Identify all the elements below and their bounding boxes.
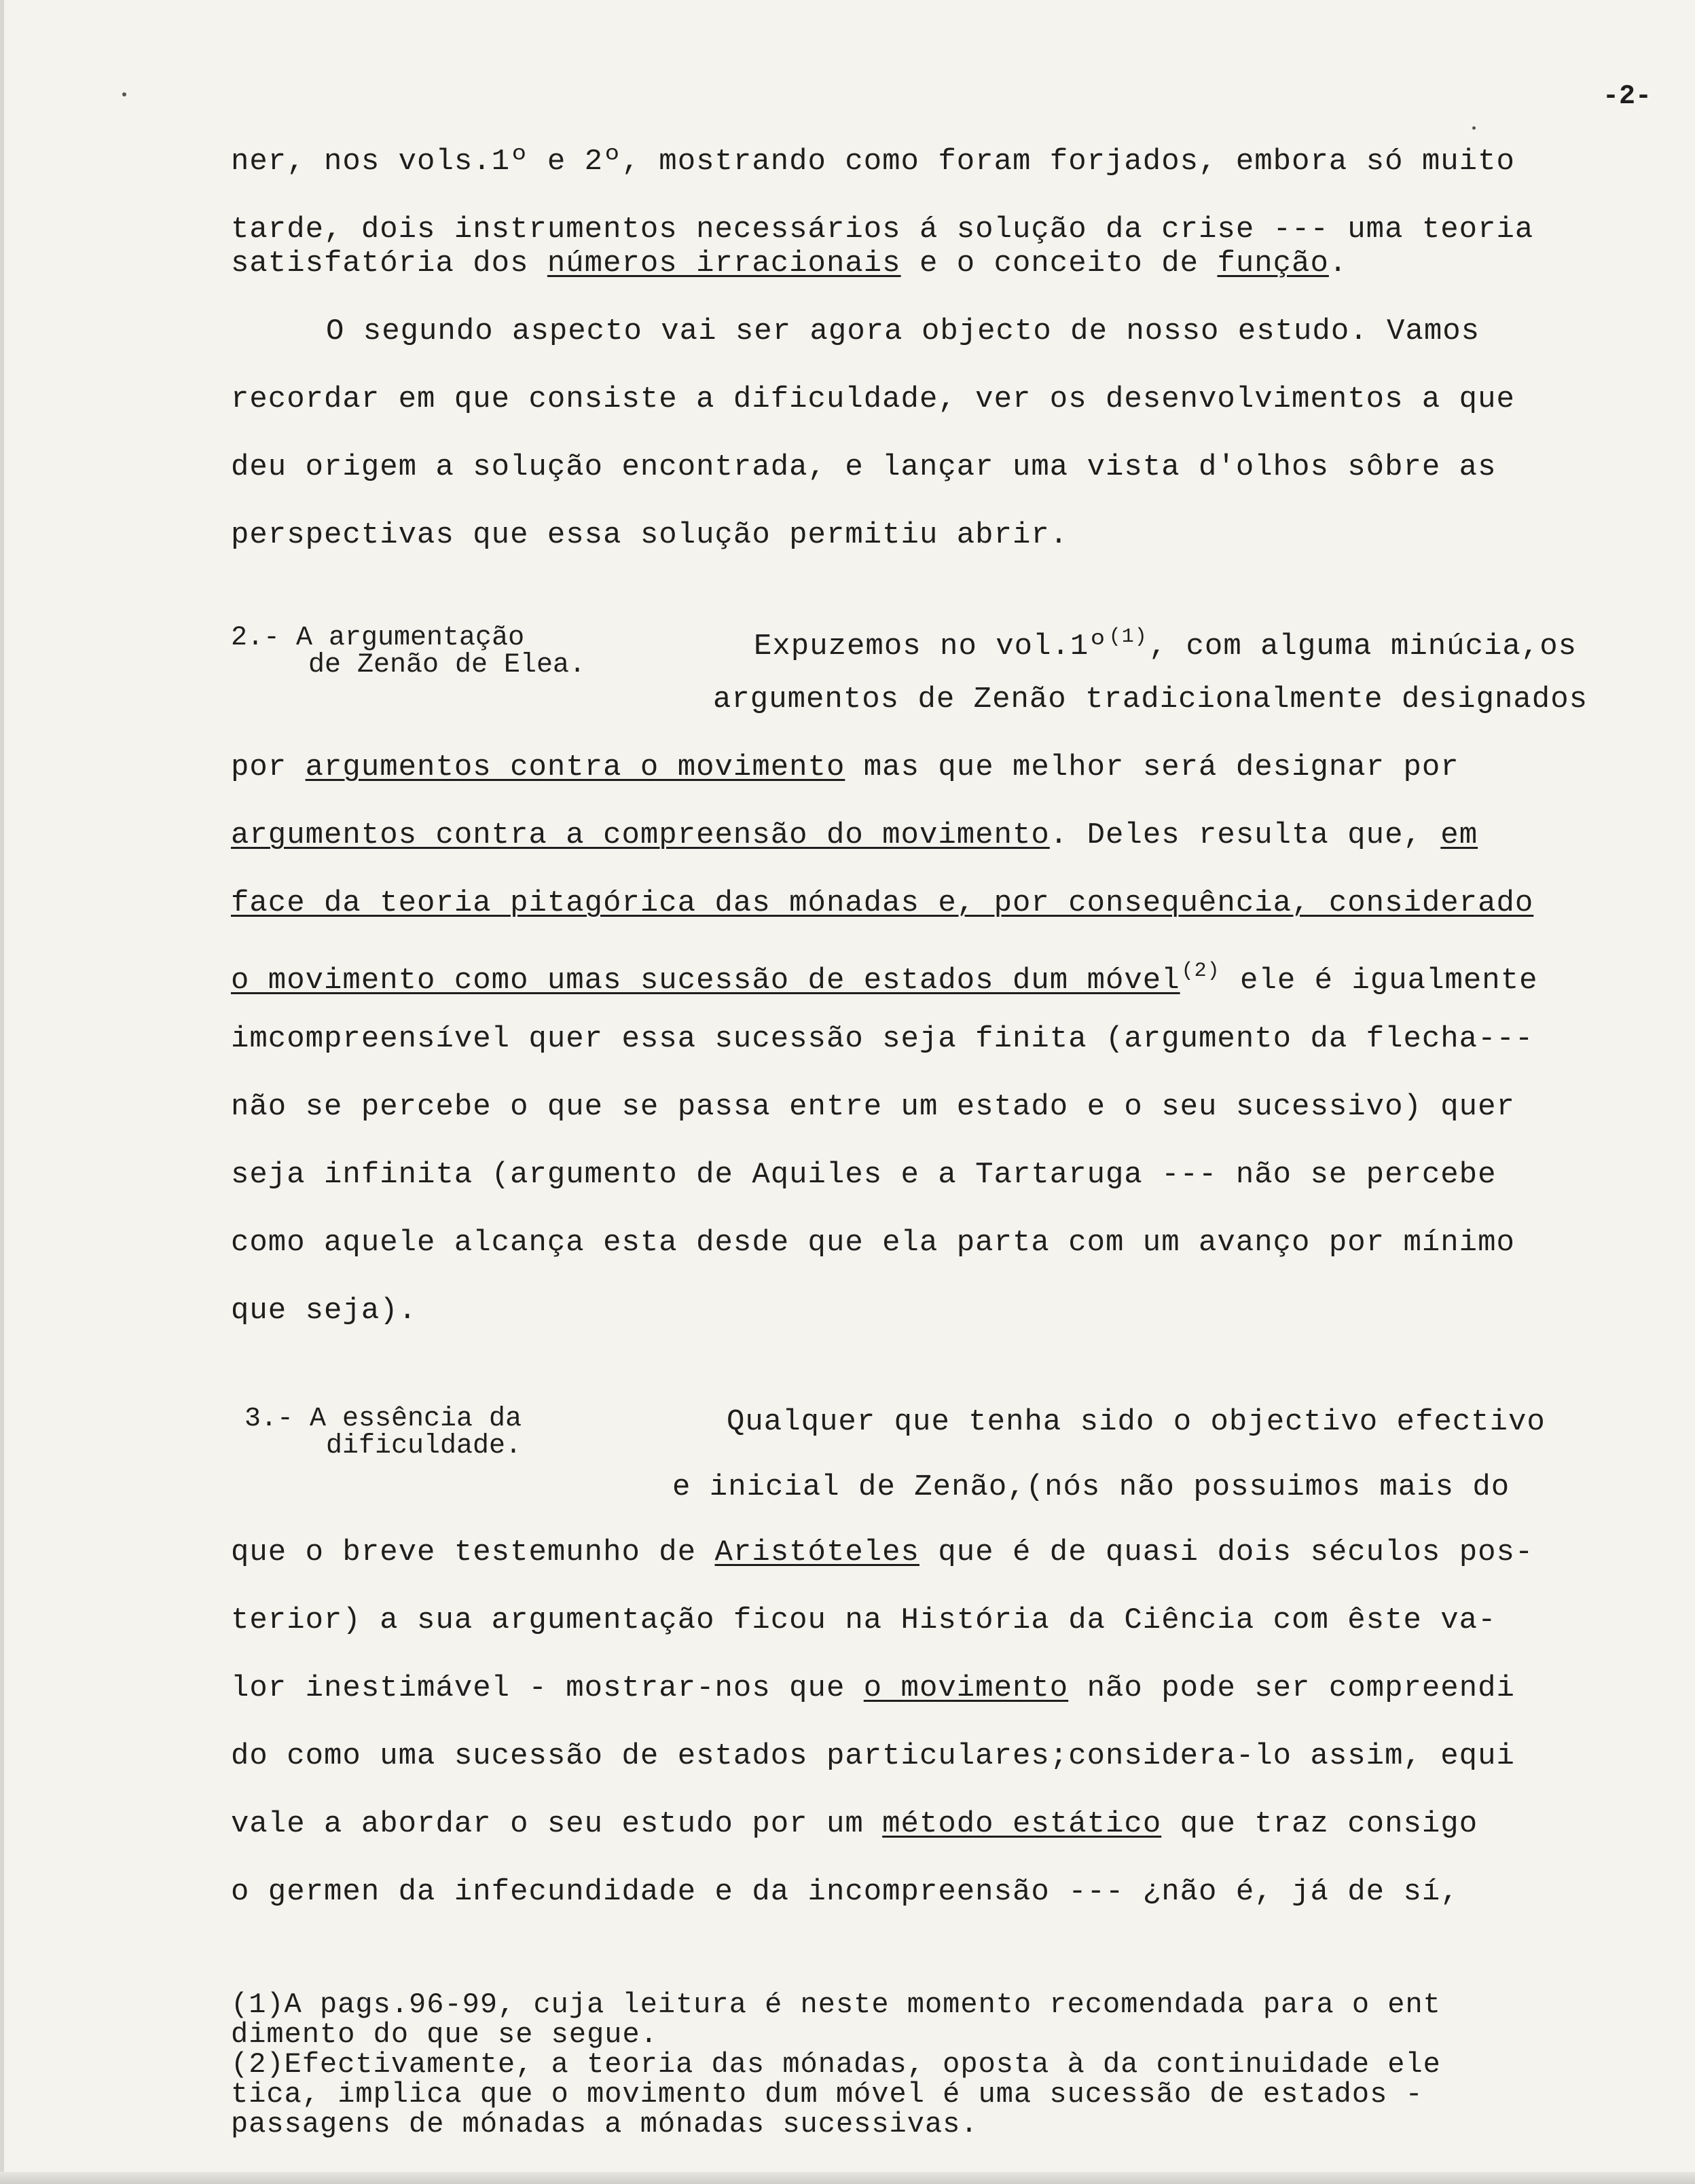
text-line: que seja). — [231, 1294, 418, 1328]
text-line: seja infinita (argumento de Aquiles e a Tartaruga --- não se percebe — [231, 1158, 1497, 1192]
footnote-ref: (1) — [1108, 625, 1148, 649]
text-line: o germen da infecundidade e da incompreensão --- ¿não é, já de sí, — [231, 1875, 1459, 1909]
text-line: e inicial de Zenão,(nós não possuimos mais do — [672, 1470, 1510, 1504]
text-line: que o breve testemunho de Aristóteles que é de quasi dois séculos pos- — [231, 1535, 1534, 1569]
section-heading: 2.- A argumentação — [231, 623, 525, 653]
text-line: satisfatória dos números irracionais e o conceito de função. — [231, 247, 1348, 280]
underlined-term: argumentos contra a compreensão do movimento — [231, 818, 1050, 852]
text-line: Qualquer que tenha sido o objectivo efectivo — [727, 1405, 1546, 1439]
underlined-line: face da teoria pitagórica das mónadas e, por consequência, considerado — [231, 886, 1534, 920]
footnote-line: (1)A pags.96-99, cuja leitura é neste momento recomendada para o ent — [231, 1988, 1441, 2021]
text-line: o movimento como umas sucessão de estados dum móvel$^{(2)}$ ele é igualmente — [231, 960, 1538, 998]
text-line: deu origem a solução encontrada, e lançar uma vista d'olhos sôbre as — [231, 450, 1497, 484]
text-line: O segundo aspecto vai ser agora objecto de nosso estudo. Vamos — [326, 314, 1480, 348]
underlined-term: em — [1440, 818, 1478, 852]
section-heading: 3.- A essência da — [244, 1404, 522, 1434]
underlined-term: método estático — [882, 1807, 1162, 1841]
section-heading: de Zenão de Elea. — [308, 650, 586, 680]
text-line: terior) a sua argumentação ficou na História da Ciência com êste va- — [231, 1603, 1497, 1637]
text-line: como aquele alcança esta desde que ela parta com um avanço por mínimo — [231, 1226, 1515, 1260]
text-line: argumentos contra a compreensão do movimento. Deles resulta que, em — [231, 818, 1478, 852]
underlined-term: o movimento — [863, 1671, 1069, 1705]
scan-speck — [122, 92, 126, 96]
underlined-term: o movimento como umas sucessão de estados dum móvel — [231, 964, 1180, 998]
text-line: argumentos de Zenão tradicionalmente designados — [713, 682, 1588, 716]
text-line: perspectivas que essa solução permitiu abrir. — [231, 518, 1069, 552]
page-number: -2- — [1603, 81, 1652, 112]
text-line: vale a abordar o seu estudo por um método estático que traz consigo — [231, 1807, 1478, 1841]
footnote-line: tica, implica que o movimento dum móvel é uma sucessão de estados - — [231, 2078, 1423, 2111]
text-line: por argumentos contra o movimento mas que melhor será designar por — [231, 750, 1459, 784]
text-line: não se percebe o que se passa entre um estado e o seu sucessivo) quer — [231, 1090, 1515, 1124]
footnote-line: (2)Efectivamente, a teoria das mónadas, oposta à da continuidade ele — [231, 2048, 1441, 2081]
text-line: imcompreensível quer essa sucessão seja finita (argumento da flecha--- — [231, 1022, 1534, 1056]
footnote-line: passagens de mónadas a mónadas sucessivas. — [231, 2108, 979, 2141]
scan-edge-bottom — [0, 2172, 1695, 2184]
underlined-term: função — [1217, 247, 1329, 280]
text-line: Expuzemos no vol.1º$^{(1)}$, com alguma minúcia,os — [754, 625, 1578, 663]
underlined-term: Aristóteles — [714, 1535, 919, 1569]
section-heading: dificuldade. — [326, 1431, 522, 1461]
text-line: recordar em que consiste a dificuldade, ver os desenvolvimentos a que — [231, 382, 1515, 416]
text-line: do como uma sucessão de estados particulares;considera-lo assim, equi — [231, 1739, 1515, 1773]
underlined-term: argumentos contra o movimento — [305, 750, 845, 784]
underlined-term: números irracionais — [547, 247, 901, 280]
scan-speck — [1472, 126, 1476, 130]
text-line: tarde, dois instrumentos necessários á solução da crise --- uma teoria — [231, 213, 1534, 247]
scan-edge-left — [0, 0, 4, 2184]
footnote-line: dimento do que se segue. — [231, 2018, 658, 2051]
text-line: ner, nos vols.1º e 2º, mostrando como foram forjados, embora só muito — [231, 145, 1515, 179]
text-line: lor inestimável - mostrar-nos que o movimento não pode ser compreendi — [231, 1671, 1515, 1705]
footnote-ref: (2) — [1181, 960, 1220, 983]
